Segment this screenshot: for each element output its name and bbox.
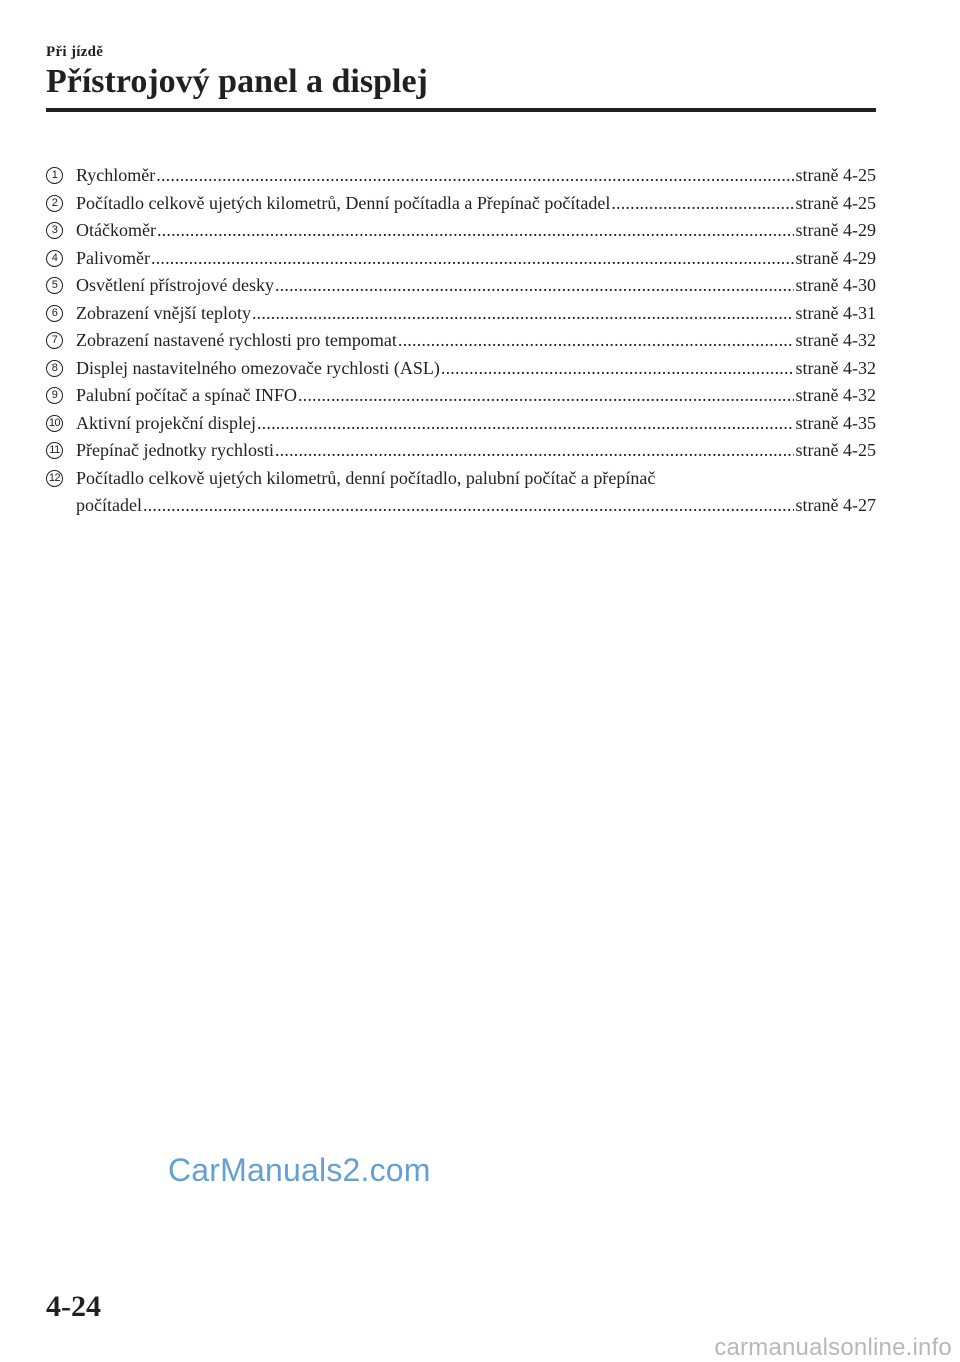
toc-item-label: Osvětlení přístrojové desky xyxy=(76,275,274,295)
item-number-badge: 5 xyxy=(46,277,63,294)
item-number-badge: 3 xyxy=(46,222,63,239)
toc-item xyxy=(46,300,876,328)
toc-item-label: Otáčkoměr xyxy=(76,220,156,240)
leader-dots xyxy=(298,382,794,410)
item-number-badge: 6 xyxy=(46,305,63,322)
toc-item-label-line1: Počítadlo celkově ujetých kilometrů, denní počítadlo, palubní počítač a přepínač xyxy=(76,467,656,488)
toc-item-label: Počítadlo celkově ujetých kilometrů, Denní počítadla a Přepínač počítadel xyxy=(76,192,611,213)
toc-page-ref[interactable]: straně 4-25 xyxy=(795,440,876,460)
toc-page-ref[interactable]: straně 4-29 xyxy=(795,220,876,240)
footer-brand: carmanualsonline.info xyxy=(714,1334,952,1361)
toc-item-label: Rychloměr xyxy=(76,165,156,185)
toc-item-label-line2: počítadel xyxy=(76,495,142,515)
toc-page-ref[interactable]: straně 4-30 xyxy=(795,275,876,295)
leader-dots xyxy=(611,190,793,218)
toc-page-ref[interactable]: straně 4-35 xyxy=(795,412,876,433)
toc-page-ref[interactable]: straně 4-32 xyxy=(795,357,876,378)
leader-dots xyxy=(257,410,794,438)
toc-item xyxy=(46,245,876,273)
toc-item-label: Aktivní projekční displej xyxy=(76,412,256,433)
leader-dots xyxy=(252,300,794,328)
toc-item xyxy=(46,272,876,300)
toc-page-ref[interactable]: straně 4-27 xyxy=(795,495,876,515)
page-title: Přístrojový panel a displej xyxy=(46,63,428,100)
toc-item-label: Palivoměr xyxy=(76,247,150,268)
title-rule xyxy=(46,108,876,112)
page-number: 4-24 xyxy=(46,1290,101,1323)
toc-page-ref[interactable]: straně 4-25 xyxy=(795,192,876,213)
toc-page-ref[interactable]: straně 4-25 xyxy=(795,165,876,185)
item-number-badge: 8 xyxy=(46,360,63,377)
toc-item-label: Palubní počítač a spínač INFO xyxy=(76,385,297,405)
item-number-badge: 7 xyxy=(46,332,63,349)
toc-item-label: Displej nastavitelného omezovače rychlosti (ASL) xyxy=(76,357,440,378)
leader-dots xyxy=(398,327,794,355)
leader-dots xyxy=(156,162,793,190)
toc-item xyxy=(46,162,876,190)
toc-item xyxy=(46,410,876,438)
leader-dots xyxy=(151,245,794,273)
leader-dots xyxy=(441,355,794,383)
leader-dots xyxy=(275,272,794,300)
item-number-badge: 9 xyxy=(46,387,63,404)
item-number-badge: 1 xyxy=(46,167,63,184)
item-number-badge: 10 xyxy=(46,415,63,432)
toc-item xyxy=(46,437,876,465)
item-number-badge: 4 xyxy=(46,250,63,267)
toc-item-label: Zobrazení vnější teploty xyxy=(76,302,251,323)
section-label: Při jízdě xyxy=(46,44,104,60)
toc-item xyxy=(46,190,876,218)
toc-item xyxy=(46,382,876,410)
toc-item xyxy=(46,327,876,355)
watermark-text: CarManuals2.com xyxy=(168,1152,431,1188)
table-of-contents xyxy=(46,162,876,520)
leader-dots xyxy=(157,217,794,245)
toc-item-label: Přepínač jednotky rychlosti xyxy=(76,440,274,460)
item-number-badge: 2 xyxy=(46,195,63,212)
toc-page-ref[interactable]: straně 4-32 xyxy=(795,330,876,350)
leader-dots xyxy=(143,492,794,520)
toc-page-ref[interactable]: straně 4-31 xyxy=(795,302,876,323)
toc-page-ref[interactable]: straně 4-32 xyxy=(795,385,876,405)
toc-item-label: Zobrazení nastavené rychlosti pro tempomat xyxy=(76,330,397,350)
leader-dots xyxy=(275,437,794,465)
item-number-badge: 11 xyxy=(46,442,63,459)
item-number-badge: 12 xyxy=(46,470,63,487)
toc-item xyxy=(46,217,876,245)
toc-page-ref[interactable]: straně 4-29 xyxy=(795,247,876,268)
toc-item xyxy=(46,465,876,520)
toc-item xyxy=(46,355,876,383)
